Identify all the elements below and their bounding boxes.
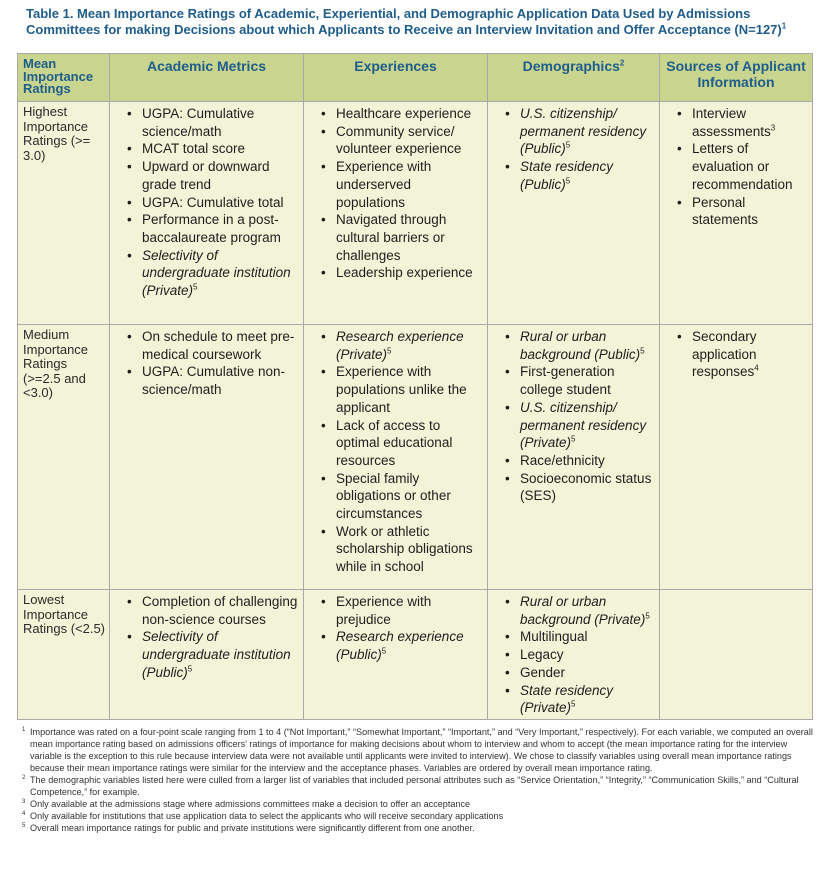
footnote-marker: 4 (754, 363, 759, 373)
demographics-list (488, 325, 659, 505)
list-item-text: Letters of evaluation or recommendation (692, 141, 793, 192)
cell-academic (110, 590, 304, 720)
list-item (304, 328, 483, 363)
footnote-marker: 5 (640, 346, 645, 356)
cell-experiences (304, 102, 488, 325)
list-item (488, 682, 655, 717)
list-item (304, 363, 483, 416)
list-item (110, 363, 299, 398)
list-item (488, 363, 655, 398)
list-item (488, 399, 655, 452)
table-row-lowest (18, 590, 813, 720)
footnote-marker: 5 (565, 140, 571, 150)
footnote-marker: 3 (770, 123, 776, 133)
list-item-text: Lack of access to optimal educational resources (336, 417, 453, 468)
header-mean-importance: Mean Importance Ratings (18, 54, 110, 102)
ratings-table (17, 53, 813, 720)
footnote-number: 1 (22, 727, 26, 733)
footnote-3 (20, 798, 818, 810)
list-item-text: State residency (Public) (520, 159, 614, 192)
cell-sources (660, 102, 813, 325)
list-item-text: Rural or urban background (Private) (520, 594, 646, 627)
list-item-text: Legacy (520, 647, 564, 663)
list-item (110, 105, 299, 140)
header-academic-metrics: Academic Metrics (110, 54, 304, 102)
list-item-text: On schedule to meet pre-medical coursework (142, 329, 295, 362)
list-item (304, 264, 483, 282)
experiences-list (304, 102, 487, 282)
list-item-text: U.S. citizenship/ permanent residency (Private) (520, 399, 647, 451)
row-label: Medium Importance Ratings (>=2.5 and <3.0) (18, 325, 110, 590)
table-row-medium (18, 325, 813, 590)
list-item-text: Research experience (Public) (336, 629, 464, 663)
list-item (110, 628, 299, 681)
demographics-list (488, 102, 659, 194)
footnote-text: The demographic variables listed here were culled from a larger list of variables that included personal attributes such as “Service Orientation,” “Integrity,” “Communication Skills,” and “Cultural Competence,” for example. (30, 775, 799, 797)
cell-sources (660, 590, 813, 720)
footnote-marker: 5 (387, 346, 392, 356)
list-item (304, 158, 483, 211)
footnote-text: Overall mean importance ratings for public and private institutions were significantly different from one another. (30, 823, 475, 833)
list-item (488, 664, 655, 682)
footnote-text: Only available for institutions that use application data to select the applicants who will receive secondary applications (30, 811, 504, 821)
list-item-text: Personal statements (692, 194, 759, 228)
list-item (304, 211, 483, 264)
list-item-text: Healthcare experience (336, 106, 472, 121)
list-item-text: Work or athletic scholarship obligations while in school (336, 523, 473, 575)
list-item (110, 194, 299, 212)
list-item-text: Multilingual (520, 629, 588, 645)
footnote-number: 4 (22, 811, 26, 817)
header-demographics-label: Demographics (522, 58, 620, 74)
cell-academic (110, 102, 304, 325)
list-item (304, 523, 483, 576)
footnote-4 (20, 810, 818, 822)
cell-experiences (304, 590, 488, 720)
academic-list (110, 102, 303, 300)
list-item (304, 105, 483, 123)
list-item-text: Navigated through cultural barriers or challenges (336, 212, 447, 263)
footnote-number: 2 (22, 775, 26, 781)
footnote-marker: 5 (565, 176, 571, 186)
footnote-marker: 5 (187, 664, 193, 674)
list-item (110, 247, 299, 300)
cell-demographics (488, 102, 660, 325)
list-item-text: Selectivity of undergraduate institution (Private) (142, 247, 291, 299)
list-item (660, 194, 808, 229)
cell-academic (110, 325, 304, 590)
table-title-text: Table 1. Mean Importance Ratings of Academic, Experiential, and Demographic Application Data Used by Admissions Committees for making Decisions about which Applicants to Receive an Interview Invitation and Offer Acceptance (N=127) (26, 6, 782, 37)
list-item-text: Experience with underserved populations (336, 159, 432, 210)
list-item (304, 417, 483, 470)
list-item-text: Socioeconomic status (SES) (520, 470, 652, 504)
list-item-text: Experience with prejudice (336, 594, 432, 627)
footnote-number: 3 (22, 799, 26, 805)
list-item (488, 646, 655, 664)
list-item (304, 628, 483, 663)
footnote-1 (20, 726, 818, 774)
table-row-highest (18, 102, 813, 325)
sources-list (660, 325, 812, 381)
table-title (26, 6, 816, 38)
list-item (488, 105, 655, 158)
list-item-text: UGPA: Cumulative total (142, 194, 284, 210)
header-experiences: Experiences (304, 54, 488, 102)
cell-sources (660, 325, 813, 590)
list-item-text: Performance in a post-baccalaureate program (142, 212, 281, 245)
sources-list (660, 102, 812, 229)
list-item (488, 158, 655, 193)
academic-list (110, 325, 303, 399)
experiences-list (304, 325, 487, 576)
list-item-text: Leadership experience (336, 265, 473, 281)
list-item (304, 470, 483, 523)
footnote-number: 5 (22, 823, 26, 829)
list-item (488, 593, 655, 628)
footnote-text: Importance was rated on a four-point scale ranging from 1 to 4 (“Not Important,” “Somewhat Important,” “Important,” and “Very Important,” respectively). For each variable, we computed an overall mean importance rating based on admissions officers’ ratings of importance for making decisions about whom to interview and whom to accept (the mean importance rating for the interview variable is the exception to this rule because interview data were not available until applicants were invited to interview). We chose to classify variables using overall mean importance ratings because their mean importance ratings were similar for the interview and the acceptance phases. Variables are ordered by overall mean importance rating. (30, 727, 813, 773)
list-item-text: UGPA: Cumulative non-science/math (142, 364, 286, 398)
list-item-text: U.S. citizenship/ permanent residency (Public) (520, 106, 647, 157)
list-item-text: First-generation college student (520, 364, 615, 398)
list-item-text: Upward or downward grade trend (142, 159, 270, 192)
row-label: Highest Importance Ratings (>= 3.0) (18, 102, 110, 325)
list-item (660, 105, 808, 140)
list-item (110, 211, 299, 246)
list-item-text: Experience with populations unlike the applicant (336, 364, 467, 415)
header-demographics-footnote: 2 (619, 58, 625, 68)
list-item (304, 123, 483, 158)
list-item (110, 593, 299, 628)
list-item (488, 628, 655, 646)
title-footnote-marker: 1 (781, 21, 787, 31)
list-item-text: UGPA: Cumulative science/math (142, 106, 255, 139)
list-item-text: MCAT total score (142, 141, 246, 157)
list-item (660, 328, 808, 381)
header-sources: Sources of Applicant Information (660, 54, 813, 102)
list-item-text: Secondary application responses (692, 329, 757, 380)
sources-list (660, 590, 812, 593)
cell-demographics (488, 590, 660, 720)
list-item-text: Race/ethnicity (520, 452, 605, 468)
list-item (110, 158, 299, 193)
footnote-marker: 5 (381, 646, 387, 656)
footnote-text: Only available at the admissions stage where admissions committees make a decision to offer an acceptance (30, 799, 471, 809)
cell-experiences (304, 325, 488, 590)
list-item (488, 452, 655, 470)
list-item (660, 140, 808, 193)
footnote-2 (20, 774, 818, 798)
footnote-marker: 5 (193, 282, 198, 292)
footnote-marker: 5 (645, 611, 650, 621)
list-item (488, 470, 655, 505)
cell-demographics (488, 325, 660, 590)
list-item (110, 328, 299, 363)
header-demographics (488, 54, 660, 102)
list-item-text: State residency (Private) (520, 682, 614, 716)
list-item-text: Community service/ volunteer experience (336, 123, 462, 157)
list-item-text: Selectivity of undergraduate institution (Public) (142, 629, 291, 680)
list-item (110, 140, 299, 158)
footnote-marker: 5 (571, 434, 576, 444)
list-item-text: Gender (520, 664, 566, 680)
header-row (18, 54, 813, 102)
list-item-text: Interview assessments (692, 106, 771, 139)
footnote-5 (20, 822, 818, 834)
footnote-marker: 5 (571, 699, 576, 709)
footnotes (20, 726, 818, 834)
list-item (304, 593, 483, 628)
academic-list (110, 590, 303, 682)
demographics-list (488, 590, 659, 717)
list-item-text: Rural or urban background (Public) (520, 329, 641, 362)
list-item-text: Special family obligations or other circumstances (336, 470, 451, 522)
list-item (488, 328, 655, 363)
list-item-text: Research experience (Private) (336, 329, 464, 362)
row-label: Lowest Importance Ratings (<2.5) (18, 590, 110, 720)
experiences-list (304, 590, 487, 664)
list-item-text: Completion of challenging non-science courses (142, 594, 298, 627)
